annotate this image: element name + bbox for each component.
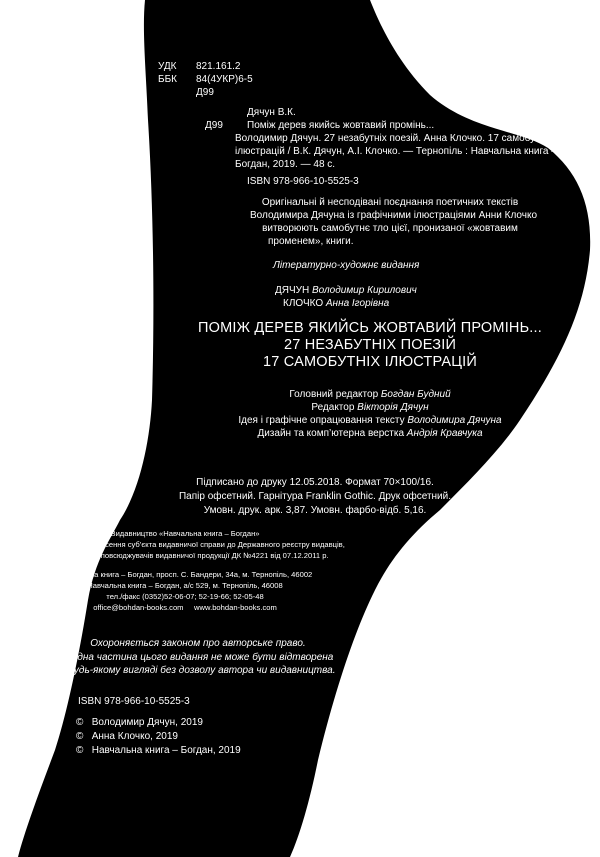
credits [180, 388, 560, 440]
credit-line: Дизайн та комп’ютерна верстка Андрія Кравчука [257, 428, 483, 439]
rights-line: Жодна частина цього видання не може бути відтворена [62, 651, 334, 663]
genre: Літературно-художнє видання [273, 260, 420, 271]
catalog-code: Д99 [205, 120, 223, 131]
catalog-line: ілюстрацій / В.К. Дячун, А.І. Клочко. — Тернопіль : Навчальна книга – [235, 146, 557, 157]
print-info-line: Підписано до друку 12.05.2018. Формат 70×100/16. [196, 477, 434, 488]
copyright-line [76, 716, 203, 730]
publisher-name: Видавництво «Навчальна книга – Богдан» [110, 529, 260, 538]
publisher-certificate-line: виготівників і розповсюджувачів видавничої продукції ДК №4221 від 07.12.2011 р. [41, 551, 329, 560]
print-info [150, 476, 480, 518]
publisher-certificate-line: Свідоцтво про внесення суб’єкта видавничої справи до Державного реєстру видавців, [40, 540, 345, 549]
catalog-line: Поміж дерев якийсь жовтавий промінь... [247, 120, 435, 131]
author-name: Анна Ігорівна [325, 298, 390, 309]
author-surname: КЛОЧКО [283, 298, 324, 309]
annotation-line: витворюють самобутнє тло цієї, пронизаної «жовтавим [262, 223, 518, 234]
publisher-contact-line: тел./факс (0352)52-06-07; 52-19-66; 52-05-48 [106, 592, 264, 601]
rights-line: в будь-якому вигляді без дозволу автора чи видавництва. [60, 665, 336, 676]
author-1 [275, 284, 417, 298]
bbk-value: 84(4УКР)6-5 [196, 74, 253, 85]
catalog-line: Богдан, 2019. — 48 с. [235, 159, 336, 170]
title-line: ПОМІЖ ДЕРЕВ ЯКИЙСЬ ЖОВТАВИЙ ПРОМІНЬ... [197, 320, 542, 336]
title-line: 17 САМОБУТНІХ ІЛЮСТРАЦІЙ [262, 354, 478, 370]
publisher-contact-line: office@bohdan-books.com www.bohdan-books.com [93, 603, 277, 612]
book-title [180, 320, 560, 371]
annotation-line: Оригінальні й несподівані поєднання поетичних текстів [261, 197, 519, 208]
udk-value: 821.161.2 [196, 61, 241, 72]
copyright-symbol: © [76, 717, 84, 728]
annotation-line: променем», книги. [268, 236, 354, 247]
copyright-symbol: © [76, 745, 84, 756]
rights-notice [58, 637, 338, 678]
publisher-contacts [60, 569, 313, 613]
print-info-line: Папір офсетний. Гарнітура Franklin Gothic. Друк офсетний. [178, 491, 452, 502]
copyright-symbol: © [76, 731, 84, 742]
udk-row [158, 60, 241, 74]
print-info-line: Умовн. друк. арк. 3,87. Умовн. фарбо-відб. 5,16. [203, 505, 427, 516]
copyright-text: Анна Клочко, 2019 [91, 731, 178, 742]
title-line: 27 НЕЗАБУТНІХ ПОЕЗІЙ [283, 337, 457, 353]
classification-code: Д99 [196, 87, 214, 98]
author-2 [283, 297, 389, 311]
author-surname: ДЯЧУН [275, 285, 310, 296]
annotation-line: Володимира Дячуна із графічними ілюстраціями Анни Клочко [250, 210, 538, 221]
copyright-text: Володимир Дячун, 2019 [91, 717, 203, 728]
copyright-line [76, 744, 241, 758]
bbk-row [158, 73, 253, 87]
annotation [250, 196, 538, 248]
catalog-line: Володимир Дячун. 27 незабутніх поезій. Анна Клочко. 17 самобутніх [235, 133, 553, 144]
credit-line: Редактор Вікторія Дячун [311, 402, 429, 413]
catalog-author-heading: Дячун В.К. [247, 107, 296, 118]
author-name: Володимир Кирилович [312, 285, 417, 296]
isbn-bottom: ISBN 978-966-10-5525-3 [78, 696, 190, 707]
publisher-block [40, 528, 345, 561]
credit-line: Ідея і графічне опрацювання тексту Володимира Дячуна [238, 415, 502, 426]
udk-label: УДК [158, 61, 177, 72]
copyright-text: Навчальна книга – Богдан, 2019 [91, 745, 241, 756]
credit-line: Головний редактор Богдан Будний [289, 389, 451, 400]
publisher-contact-line: Навчальна книга – Богдан, а/с 529, м. Тернопіль, 46008 [87, 581, 283, 590]
publisher-contact-line: Навчальна книга – Богдан, просп. С. Бандери, 34а, м. Тернопіль, 46002 [60, 570, 313, 579]
catalog-isbn: ISBN 978-966-10-5525-3 [247, 176, 359, 187]
rights-line: Охороняється законом про авторське право. [90, 638, 306, 649]
bbk-label: ББК [158, 74, 177, 85]
copyright-line [76, 730, 178, 744]
